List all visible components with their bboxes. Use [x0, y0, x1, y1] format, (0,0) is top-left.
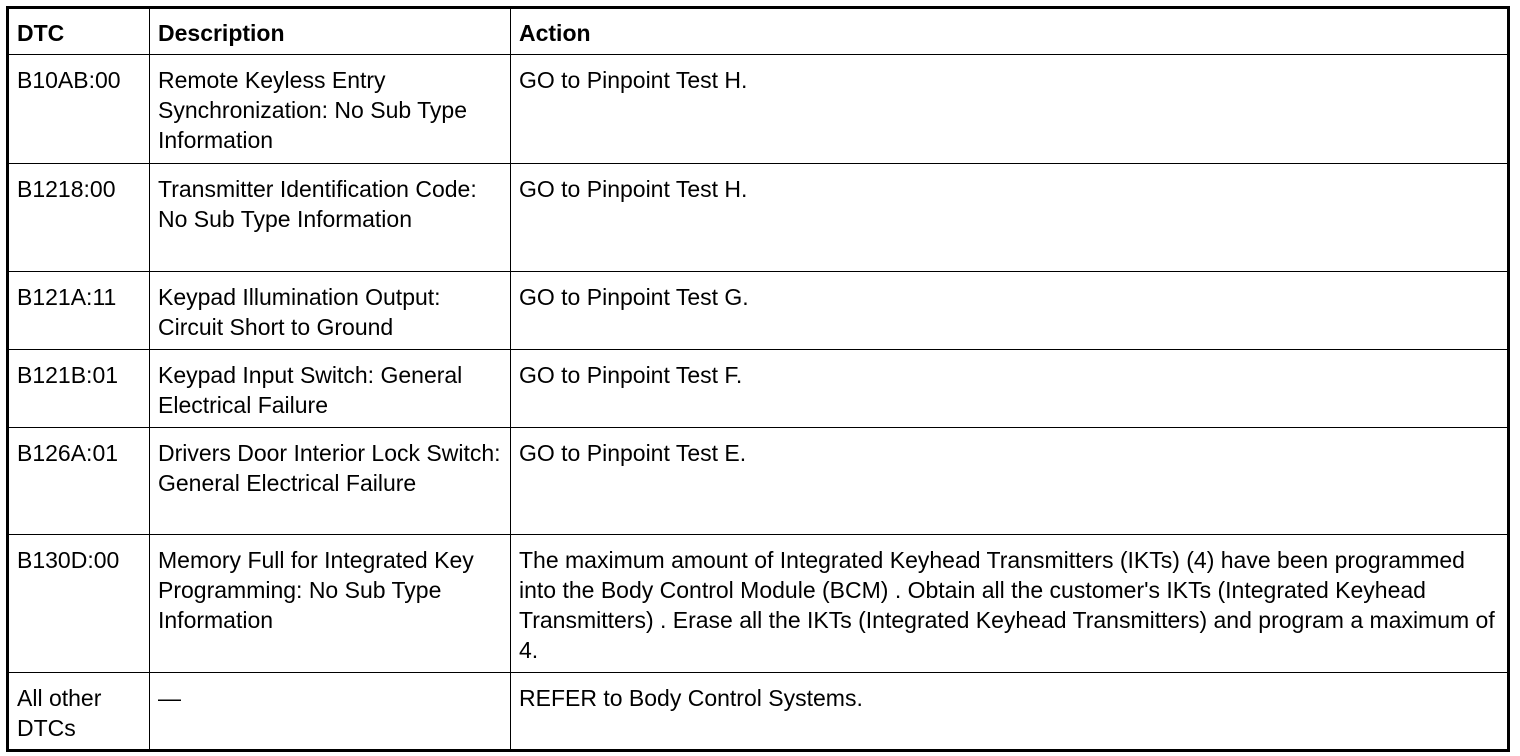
table-row — [8, 350, 1509, 428]
dtc-action: GO to Pinpoint Test H. — [511, 55, 1509, 164]
dtc-code: B121B:01 — [8, 350, 150, 428]
table-row — [8, 673, 1509, 751]
dtc-code: All other DTCs — [8, 673, 150, 751]
dtc-code: B121A:11 — [8, 272, 150, 350]
dtc-code: B126A:01 — [8, 428, 150, 535]
header-dtc: DTC — [8, 8, 150, 55]
dtc-code: B10AB:00 — [8, 55, 150, 164]
table-row — [8, 55, 1509, 164]
dtc-code: B1218:00 — [8, 164, 150, 272]
table-row — [8, 272, 1509, 350]
dtc-description: Remote Keyless Entry Synchronization: No Sub Type Information — [150, 55, 511, 164]
table-row — [8, 164, 1509, 272]
dtc-action: GO to Pinpoint Test F. — [511, 350, 1509, 428]
dtc-action: The maximum amount of Integrated Keyhead Transmitters (IKTs) (4) have been programmed into the Body Control Module (BCM) . Obtain all the customer's IKTs (Integrated Keyhead Transmitters) . Erase all the IKTs (Integrated Keyhead Transmitters) and program a maximum of 4. — [511, 535, 1509, 673]
dtc-action: GO to Pinpoint Test E. — [511, 428, 1509, 535]
dtc-description: Transmitter Identification Code: No Sub Type Information — [150, 164, 511, 272]
dtc-action: GO to Pinpoint Test H. — [511, 164, 1509, 272]
table-row — [8, 535, 1509, 673]
table-header-row — [8, 8, 1509, 55]
dtc-description: Memory Full for Integrated Key Programming: No Sub Type Information — [150, 535, 511, 673]
dtc-description: Drivers Door Interior Lock Switch: General Electrical Failure — [150, 428, 511, 535]
dtc-table — [6, 6, 1510, 752]
dtc-code: B130D:00 — [8, 535, 150, 673]
dtc-action: REFER to Body Control Systems. — [511, 673, 1509, 751]
header-description: Description — [150, 8, 511, 55]
dtc-action: GO to Pinpoint Test G. — [511, 272, 1509, 350]
dtc-description: Keypad Illumination Output: Circuit Short to Ground — [150, 272, 511, 350]
dtc-description: — — [150, 673, 511, 751]
header-action: Action — [511, 8, 1509, 55]
table-row — [8, 428, 1509, 535]
dtc-description: Keypad Input Switch: General Electrical Failure — [150, 350, 511, 428]
